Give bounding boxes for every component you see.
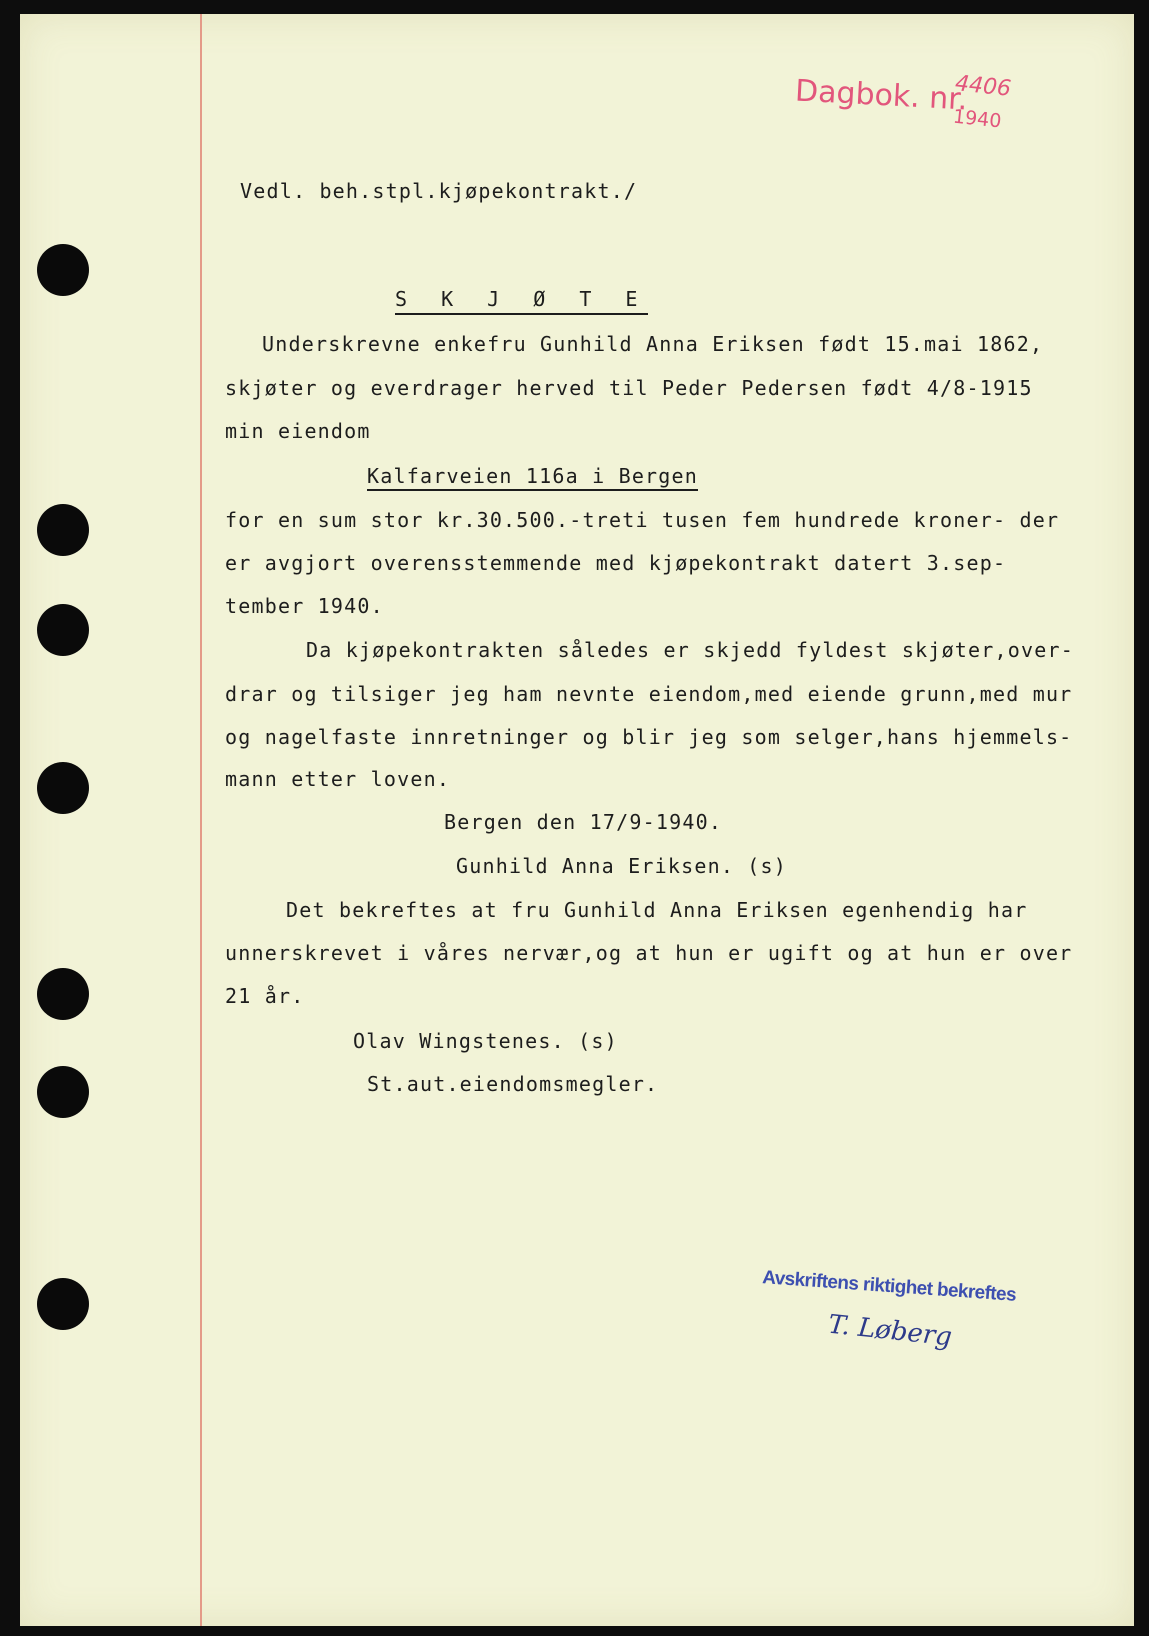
- text-line: mann etter loven.: [225, 767, 451, 791]
- text-line: Da kjøpekontrakten således er skjedd fyldest skjøter,over-: [306, 638, 1074, 662]
- punch-hole: [37, 1066, 89, 1118]
- diary-stamp-label: Dagbok. nr.: [794, 73, 969, 118]
- text-line: er avgjort overensstemmende med kjøpekontrakt datert 3.sep-: [225, 551, 1007, 575]
- text-line: tember 1940.: [225, 594, 384, 618]
- witness-signature: Olav Wingstenes. (s): [353, 1029, 618, 1053]
- text-line: Underskrevne enkefru Gunhild Anna Eriksen født 15.mai 1862,: [262, 332, 1044, 356]
- place-date: Bergen den 17/9-1940.: [444, 810, 723, 834]
- diary-year: 1940: [951, 105, 1003, 133]
- text-line: Det bekreftes at fru Gunhild Anna Eriksen egenhendig har: [286, 898, 1028, 922]
- header-note: Vedl. beh.stpl.kjøpekontrakt./: [240, 179, 638, 203]
- punch-hole: [37, 968, 89, 1020]
- text-line: for en sum stor kr.30.500.-treti tusen fem hundrede kroner- der: [225, 508, 1060, 532]
- diary-stamp: [794, 74, 968, 118]
- document-title-text: S K J Ø T E: [395, 287, 648, 315]
- certification-stamp: Avskriftens riktighet bekreftes: [761, 1267, 1017, 1306]
- punch-hole: [37, 604, 89, 656]
- property-address-text: Kalfarveien 116a i Bergen: [367, 464, 698, 491]
- seller-signature: Gunhild Anna Eriksen. (s): [456, 854, 788, 878]
- punch-hole: [37, 504, 89, 556]
- certifier-signature: T. Løberg: [826, 1309, 954, 1353]
- text-line: og nagelfaste innretninger og blir jeg som selger,hans hjemmels-: [225, 725, 1073, 749]
- witness-title: St.aut.eiendomsmegler.: [367, 1072, 659, 1096]
- text-line: skjøter og everdrager herved til Peder Pedersen født 4/8-1915: [225, 376, 1033, 400]
- text-line: drar og tilsiger jeg ham nevnte eiendom,med eiende grunn,med mur: [225, 682, 1073, 706]
- text-line: unnerskrevet i våres nervær,og at hun er ugift og at hun er over: [225, 941, 1073, 965]
- punch-hole: [37, 244, 89, 296]
- punch-hole: [37, 1278, 89, 1330]
- property-address: [367, 464, 698, 488]
- document-page: [20, 14, 1134, 1626]
- text-line: 21 år.: [225, 984, 305, 1008]
- margin-line: [200, 14, 202, 1626]
- text-line: min eiendom: [225, 419, 371, 443]
- punch-hole: [37, 762, 89, 814]
- document-title: [395, 287, 648, 311]
- diary-number: 4406: [953, 71, 1013, 102]
